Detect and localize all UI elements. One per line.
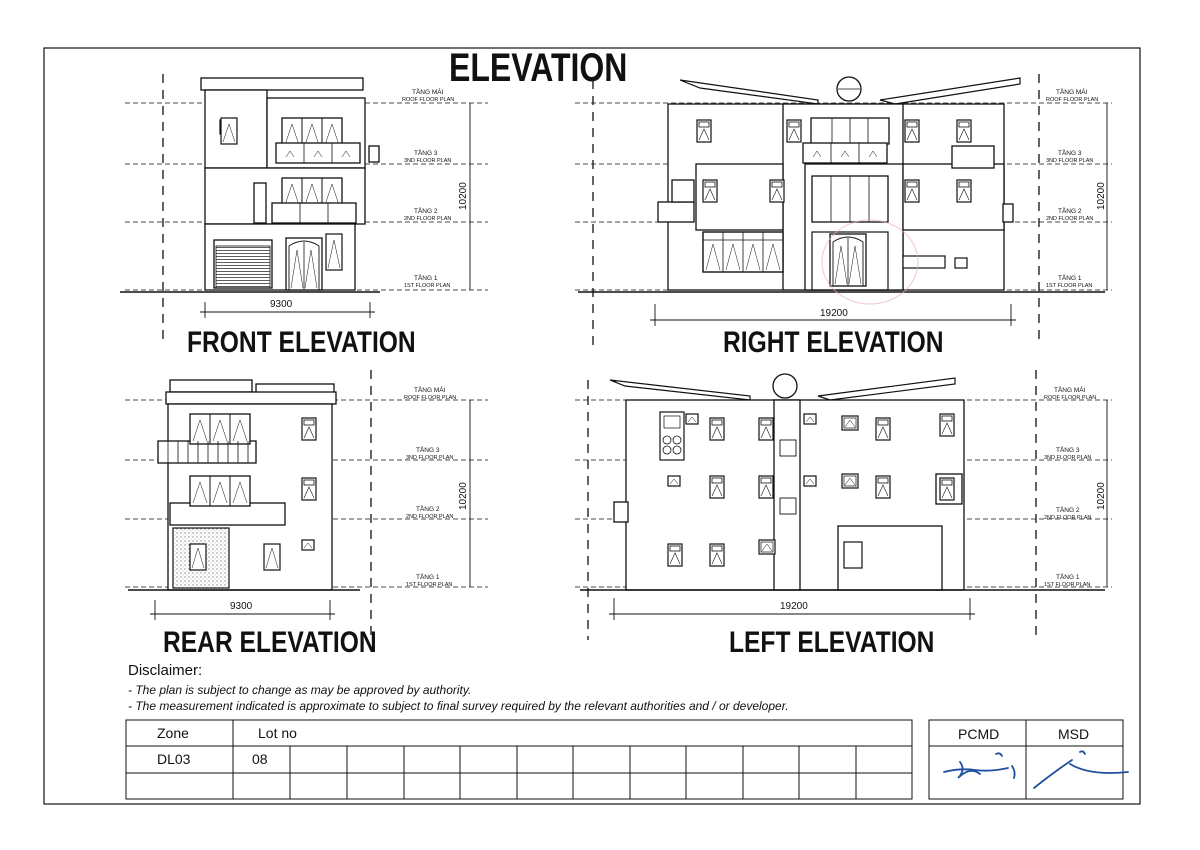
rear-elevation-title: REAR ELEVATION (163, 626, 377, 659)
pcmd-signature (944, 753, 1015, 778)
lot-value: 08 (252, 751, 268, 767)
level-label-roof-en: ROOF FLOOR PLAN (1046, 97, 1099, 103)
right-elevation-title: RIGHT ELEVATION (723, 326, 944, 359)
disclaimer-line: - The measurement indicated is approximate to subject to final survey required by the relevant authorities and / or developer. (128, 699, 789, 713)
level-label-2-vn: TẦNG 2 (416, 506, 440, 513)
level-label-roof-vn: TẦNG MÁI (1056, 89, 1088, 96)
level-label-2-en: 2ND FLOOR PLAN (406, 514, 454, 520)
level-label-3-vn: TẦNG 3 (1056, 447, 1080, 454)
disclaimer-line: - The plan is subject to change as may be approved by authority. (128, 683, 472, 697)
pcmd-label: PCMD (958, 726, 1000, 742)
level-label-roof-en: ROOF FLOOR PLAN (1044, 395, 1097, 401)
level-label-3-vn: TẦNG 3 (1058, 150, 1082, 157)
level-label-2-en: 2ND FLOOR PLAN (1044, 515, 1092, 521)
left-height-dimension: 10200 (1096, 482, 1107, 510)
level-label-2-vn: TẦNG 2 (1056, 507, 1080, 514)
level-label-2-en: 2ND FLOOR PLAN (1046, 216, 1094, 222)
msd-label: MSD (1058, 726, 1090, 742)
level-label-3-en: 3ND FLOOR PLAN (1044, 455, 1092, 461)
level-label-roof-vn: TẦNG MÁI (414, 387, 446, 394)
left-width-dimension: 19200 (780, 601, 808, 612)
level-label-1-en: 1ST FLOOR PLAN (406, 582, 453, 588)
disclaimer-heading: Disclaimer: (128, 662, 203, 679)
level-label-1-en: 1ST FLOOR PLAN (1044, 582, 1091, 588)
level-label-2-en: 2ND FLOOR PLAN (404, 216, 452, 222)
front-elevation-title: FRONT ELEVATION (187, 326, 416, 359)
right-elevation-drawing (575, 77, 1112, 326)
left-elevation-drawing (575, 374, 1112, 620)
rear-height-dimension: 10200 (458, 482, 469, 510)
lot-header: Lot no (258, 725, 297, 741)
right-height-dimension: 10200 (1096, 182, 1107, 210)
level-label-roof-en: ROOF FLOOR PLAN (402, 97, 455, 103)
sheet-title: ELEVATION (449, 46, 628, 90)
left-elevation-title: LEFT ELEVATION (729, 626, 935, 659)
front-width-dimension: 9300 (270, 299, 293, 310)
zone-lot-table (126, 720, 912, 799)
level-label-2-vn: TẦNG 2 (1058, 208, 1082, 215)
level-label-1-vn: TẦNG 1 (1056, 574, 1080, 581)
level-label-1-vn: TẦNG 1 (416, 574, 440, 581)
front-height-dimension: 10200 (458, 182, 469, 210)
level-label-roof-vn: TẦNG MÁI (1054, 387, 1086, 394)
level-label-3-vn: TẦNG 3 (414, 150, 438, 157)
rear-width-dimension: 9300 (230, 601, 253, 612)
level-label-2-vn: TẦNG 2 (414, 208, 438, 215)
level-label-3-vn: TẦNG 3 (416, 447, 440, 454)
level-label-1-en: 1ST FLOOR PLAN (1046, 283, 1093, 289)
level-label-3-en: 3ND FLOOR PLAN (404, 158, 452, 164)
level-label-3-en: 3ND FLOOR PLAN (406, 455, 454, 461)
msd-signature (1034, 751, 1128, 788)
level-label-1-vn: TẦNG 1 (414, 275, 438, 282)
front-elevation-drawing (120, 78, 488, 318)
right-width-dimension: 19200 (820, 308, 848, 319)
level-label-1-vn: TẦNG 1 (1058, 275, 1082, 282)
level-label-3-en: 3ND FLOOR PLAN (1046, 158, 1094, 164)
level-label-1-en: 1ST FLOOR PLAN (404, 283, 451, 289)
zone-value: DL03 (157, 751, 191, 767)
level-label-roof-vn: TẦNG MÁI (412, 89, 444, 96)
zone-header: Zone (157, 725, 189, 741)
level-label-roof-en: ROOF FLOOR PLAN (404, 395, 457, 401)
